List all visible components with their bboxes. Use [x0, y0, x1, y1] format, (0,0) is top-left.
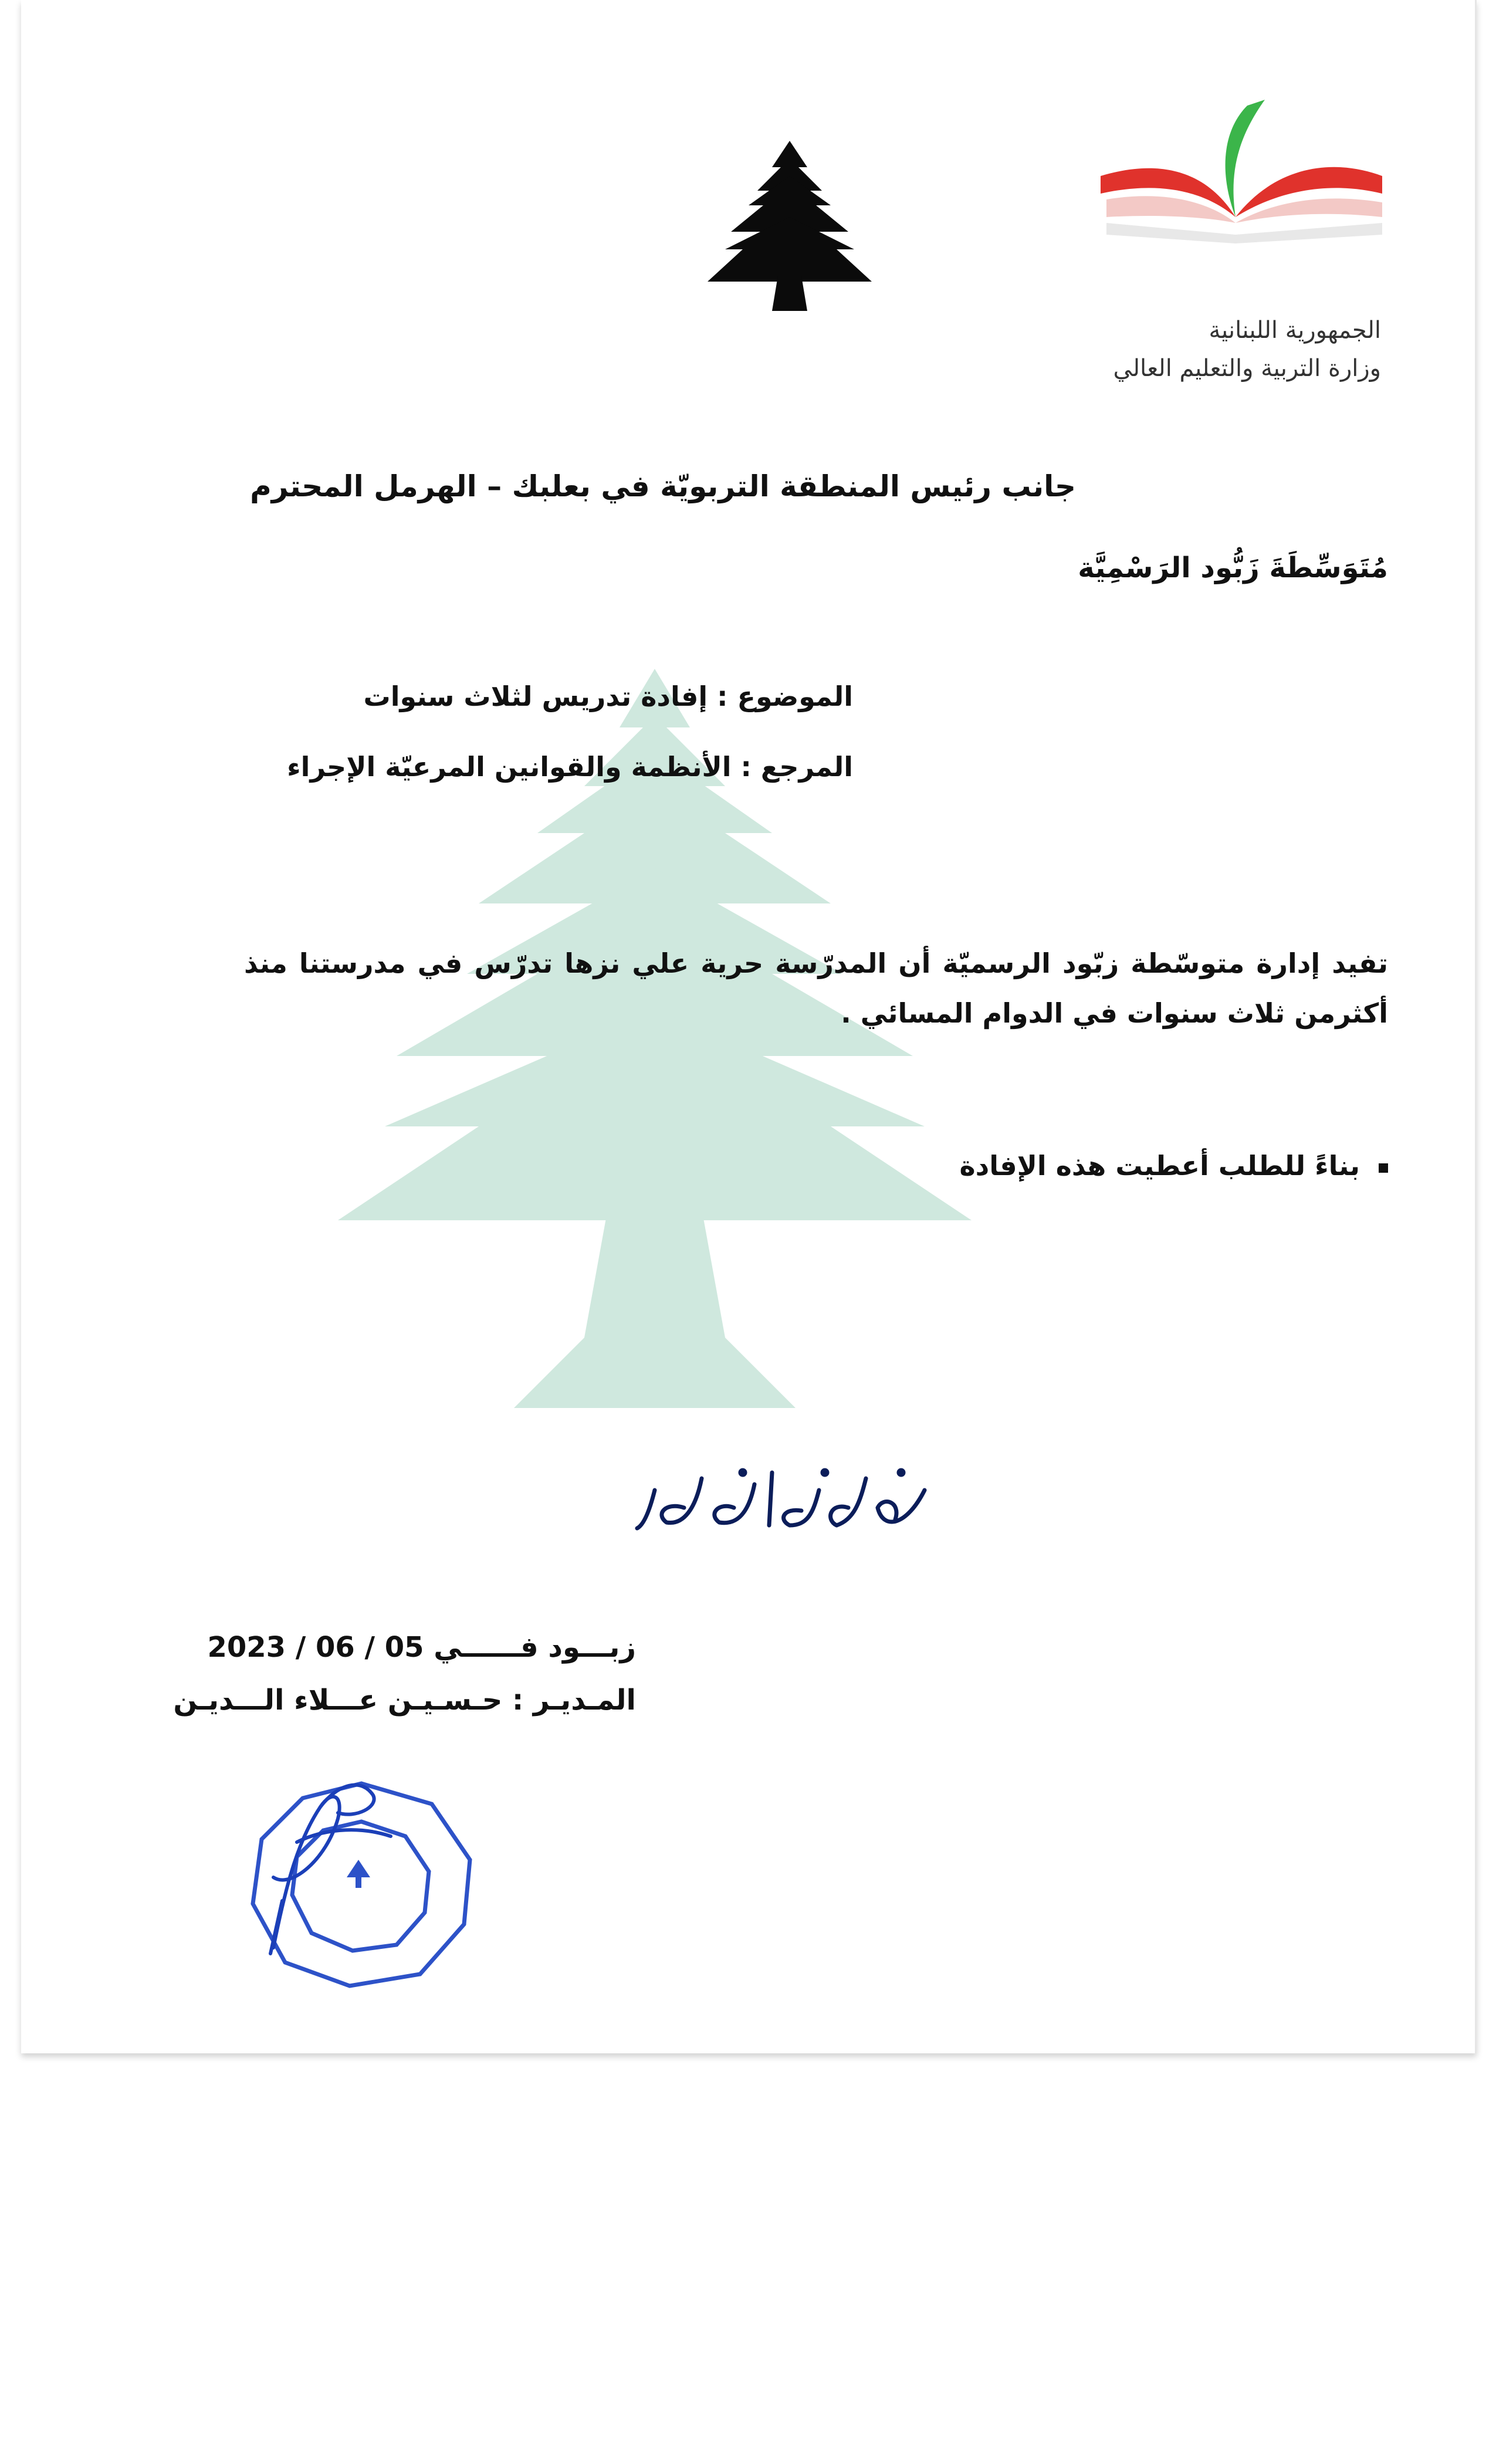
bullet-icon [1379, 1163, 1388, 1173]
date-line: زبـــود فــــــي 05 / 06 / 2023 [207, 1631, 636, 1664]
reference-line: المرجع : الأنظمة والقوانين المرعيّة الإجراء [287, 751, 853, 783]
bullet-text: بناءً للطلب أعطيت هذه الإفادة [959, 1150, 1360, 1182]
school-name: مُتَوَسِّطَةَ زَبُّود الرَسْمِيَّة [1078, 551, 1388, 584]
subject-line: الموضوع : إفادة تدريس لثلاث سنوات [363, 681, 853, 712]
director-line: المـديـر : حـسـيـن عـــلاء الـــديـن [173, 1684, 636, 1717]
letter-body: تفيد إدارة متوسّطة زبّود الرسميّة أن المدرّسة حرية علي نزها تدرّس في مدرستنا منذ أكثرمن ثلاث سنوات في الدوام المسائي . [244, 947, 1388, 1029]
recipient-line: جانب رئيس المنطقة التربويّة في بعلبك – الهرمل المحترم [250, 469, 1076, 503]
country-name: الجمهورية اللبنانية [1209, 317, 1381, 344]
ministry-name: وزارة التربية والتعليم العالي [1113, 355, 1381, 382]
official-stamp [238, 1772, 485, 1995]
closing-handwriting [631, 1455, 936, 1555]
ministry-logo [1089, 94, 1394, 293]
cedar-emblem-icon [696, 135, 884, 329]
document-page [21, 0, 1477, 2053]
bullet-item [960, 1150, 1389, 1182]
